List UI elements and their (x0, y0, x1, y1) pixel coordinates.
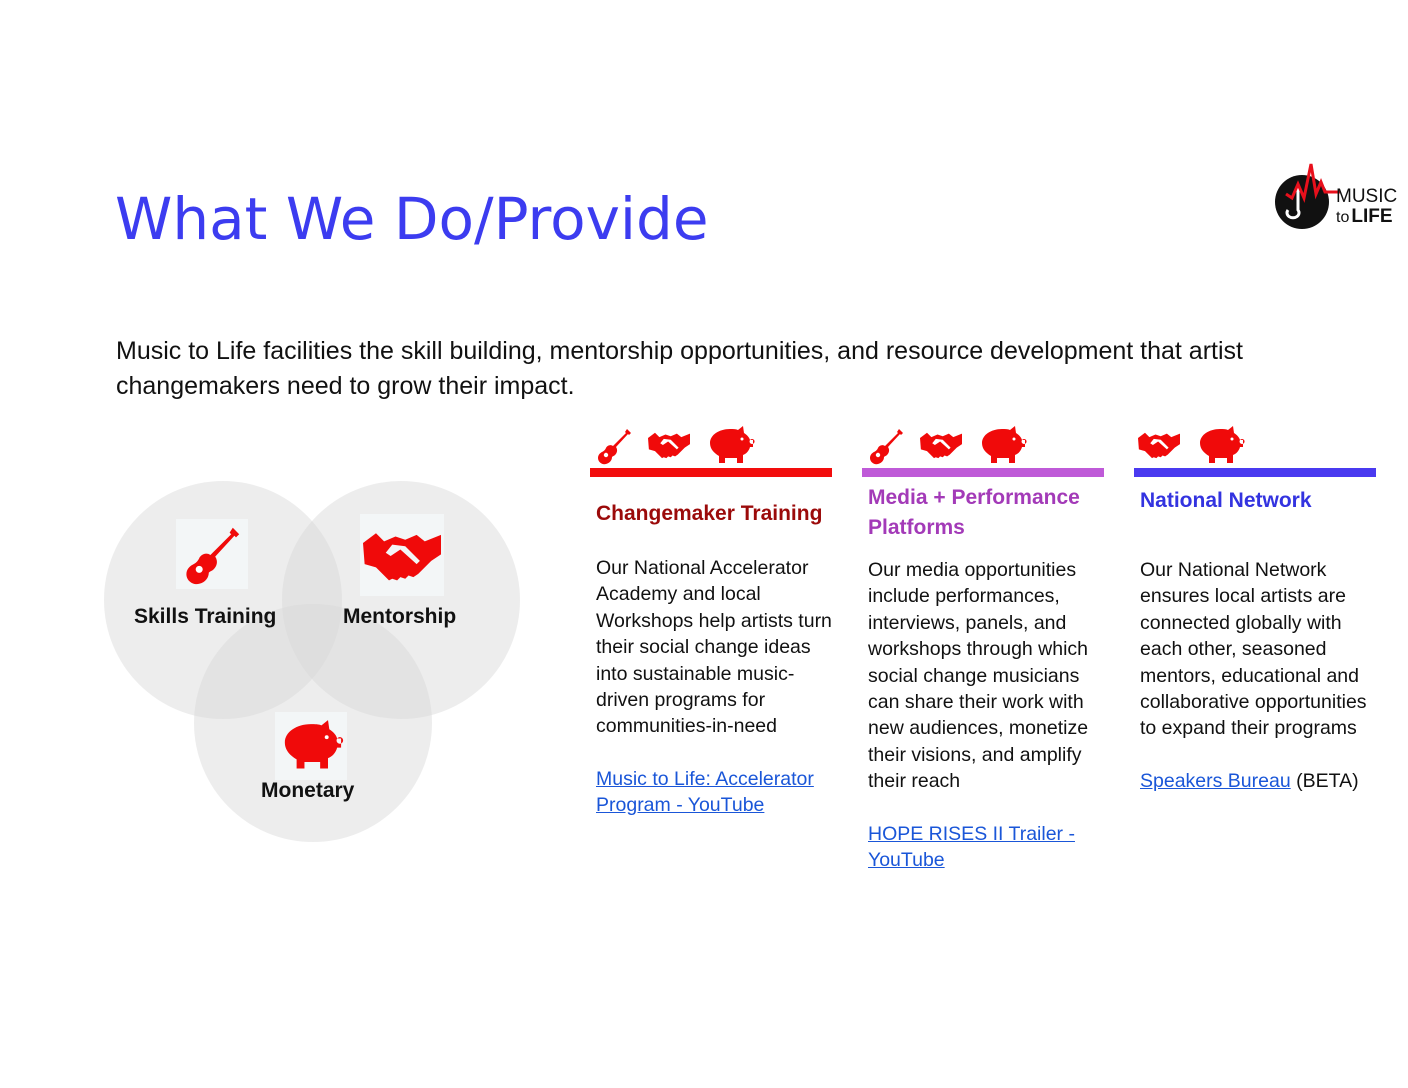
beta-label: (BETA) (1290, 769, 1359, 792)
handshake-icon (360, 514, 444, 596)
piggy-bank-icon (976, 424, 1028, 466)
venn-label-mentorship: Mentorship (343, 605, 457, 628)
handshake-icon (920, 430, 962, 460)
column-media-performance (862, 420, 1112, 873)
column-national-network (1134, 420, 1384, 794)
page-title: What We Do/Provide (115, 185, 709, 253)
svg-text:toLIFE: to LIFE (1336, 206, 1393, 227)
column-body: Our National Network ensures local artists are connected globally with each other, seasoned mentors, educational and collaborative opportunities to expand their programs (1140, 559, 1367, 740)
guitar-icon (594, 426, 634, 466)
venn-label-monetary: Monetary (261, 779, 355, 802)
column-title: Changemaker Training (596, 502, 823, 525)
handshake-icon (648, 430, 690, 460)
column-body: Our media opportunities include performances, interviews, panels, and workshops through which social change musicians can share their work with new audiences, monetize their visions, and amplify their reach (868, 559, 1089, 793)
column-bar (1134, 468, 1376, 477)
accelerator-program-link[interactable]: Music to Life: Accelerator Program - YouTube (596, 767, 814, 817)
column-title: National Network (1140, 489, 1312, 512)
guitar-icon (866, 426, 906, 466)
piggy-bank-icon (1194, 424, 1246, 466)
column-bar (590, 468, 832, 477)
venn-label-skills: Skills Training (134, 605, 277, 628)
handshake-icon (1138, 430, 1180, 460)
music-to-life-logo (1272, 158, 1406, 238)
hope-rises-trailer-link[interactable]: HOPE RISES II Trailer - YouTube (868, 822, 1075, 872)
column-bar (862, 468, 1104, 477)
piggy-bank-icon (704, 424, 756, 466)
piggy-bank-icon (275, 712, 347, 780)
intro-text: Music to Life facilities the skill building, mentorship opportunities, and resource development that artist changemakers need to grow their impact. (116, 337, 1243, 400)
guitar-icon (176, 519, 248, 589)
svg-text:MUSIC: MUSIC (1336, 186, 1398, 207)
speakers-bureau-link[interactable]: Speakers Bureau (1140, 769, 1291, 792)
column-body: Our National Accelerator Academy and local Workshops help artists turn their social change ideas into sustainable music-driven programs for communities-in-need (596, 557, 832, 738)
column-title: Media + Performance Platforms (868, 486, 1080, 539)
column-changemaker-training (590, 420, 840, 819)
